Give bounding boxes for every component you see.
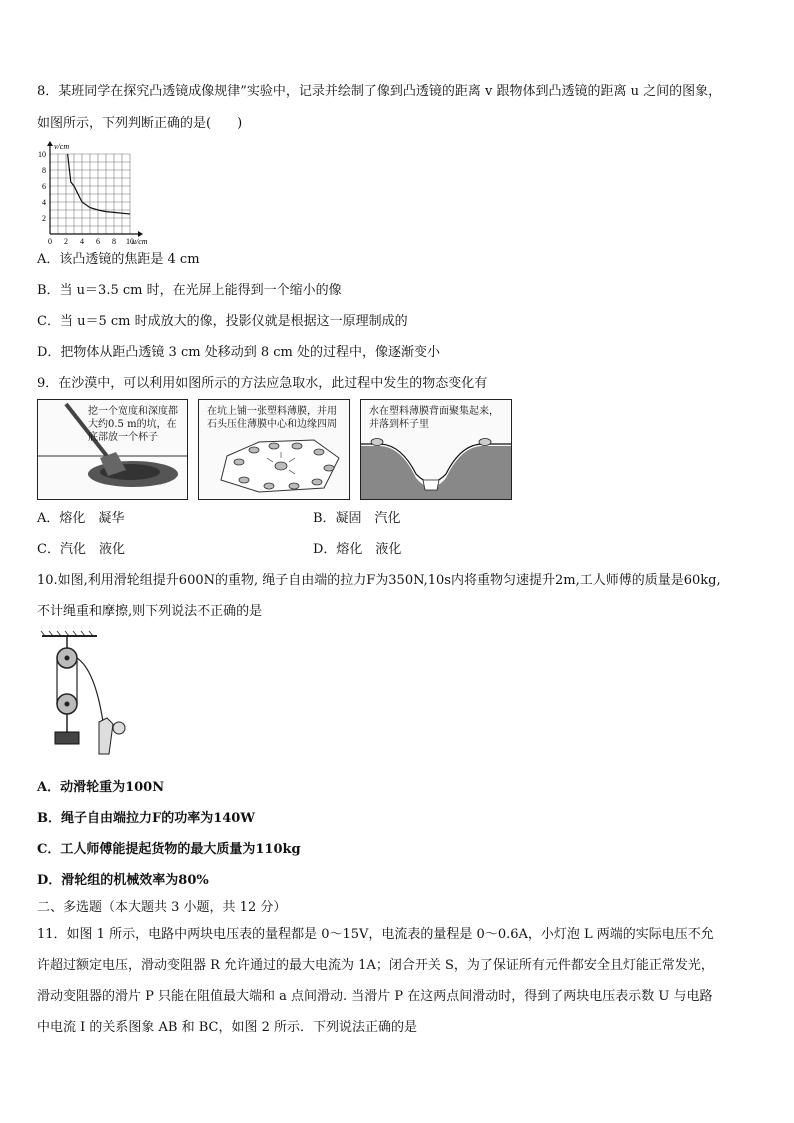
x-tick-label: 0 (48, 237, 52, 246)
q8-stem-line1: 8．某班同学在探究凸透镜成像规律”实验中，记录并绘制了像到凸透镜的距离 v 跟物体到凸透镜的距离 u 之间的图象， (37, 84, 722, 99)
q9-panel-2-caption: 在坑上铺一张塑料薄膜，并用石头压住薄膜中心和边缘四周 (207, 406, 337, 430)
x-tick-label: 4 (80, 237, 84, 246)
q10-option-d: D．滑轮组的机械效率为80% (37, 873, 209, 888)
q11-line3: 滑动变阻器的滑片 P 只能在阻值最大端和 a 点间滑动. 当滑片 P 在这两点间滑动时，得到了两块电压表示数 U 与电路 (37, 989, 713, 1004)
q9-panel-3 (360, 399, 512, 500)
q11-line1: 11．如图 1 所示，电路中两块电压表的量程都是 0～15V，电流表的量程是 0～0.6A，小灯泡 L 两端的实际电压不允 (37, 927, 714, 942)
q9-panel-1 (37, 399, 188, 500)
y-tick-label: 8 (42, 166, 46, 175)
y-tick-label: 10 (38, 150, 46, 159)
y-tick-label: 6 (42, 182, 46, 191)
q8-option-a: A．该凸透镜的焦距是 4 cm (37, 252, 200, 267)
y-axis-arrow (47, 141, 53, 146)
q9-option-d: D．熔化 液化 (313, 542, 402, 557)
q8-option-d: D．把物体从距凸透镜 3 cm 处移动到 8 cm 处的过程中，像逐渐变小 (37, 345, 440, 360)
lens-distance-chart (30, 138, 170, 248)
q9-stem: 9．在沙漠中，可以利用如图所示的方法应急取水，此过程中发生的物态变化有 (37, 376, 488, 391)
y-tick-label: 4 (42, 198, 46, 207)
q9-option-a: A．熔化 凝华 (37, 511, 125, 526)
pulley-system-illustration (37, 630, 137, 760)
q9-panel-3-caption: 水在塑料薄膜背面聚集起来，并落到杯子里 (369, 406, 499, 430)
q10-option-b: B．绳子自由端拉力F的功率为140W (37, 811, 255, 826)
q11-line4: 中电流 I 的关系图象 AB 和 BC，如图 2 所示．下列说法正确的是 (37, 1020, 418, 1035)
q8-stem-line2: 如图所示，下列判断正确的是( ) (37, 116, 243, 131)
x-axis-label: u/cm (132, 237, 148, 246)
q9-option-b: B．凝固 汽化 (313, 511, 401, 526)
q10-stem-line2: 不计绳重和摩擦,则下列说法不正确的是 (37, 604, 263, 619)
y-axis-label: v/cm (54, 142, 70, 151)
q11-line2: 许超过额定电压，滑动变阻器 R 允许通过的最大电流为 1A；闭合开关 S，为了保证所有元件都安全且灯能正常发光， (37, 958, 714, 973)
q8-option-c: C．当 u＝5 cm 时成放大的像，投影仪就是根据这一原理制成的 (37, 314, 408, 329)
q9-option-c: C．汽化 液化 (37, 542, 125, 557)
x-tick-label: 2 (64, 237, 68, 246)
x-tick-label: 6 (96, 237, 100, 246)
y-tick-label: 2 (42, 214, 46, 223)
q10-stem-line1: 10.如图,利用滑轮组提升600N的重物, 绳子自由端的拉力F为350N,10s内将重物匀速提升2m,工人师傅的质量是60kg, (37, 573, 721, 588)
q10-option-c: C．工人师傅能提起货物的最大质量为110kg (37, 842, 301, 857)
section-heading: 二、多选题（本大题共 3 小题，共 12 分） (37, 900, 287, 915)
x-tick-label: 10 (126, 237, 134, 246)
image-distance-curve (68, 154, 130, 214)
q9-panel-2 (198, 399, 350, 500)
q9-panel-1-caption: 挖一个宽度和深度都大约0.5 m的坑，在底部放一个杯子 (88, 406, 178, 443)
x-tick-label: 8 (112, 237, 116, 246)
q8-option-b: B．当 u＝3.5 cm 时，在光屏上能得到一个缩小的像 (37, 283, 342, 298)
q10-option-a: A．动滑轮重为100N (37, 780, 165, 795)
